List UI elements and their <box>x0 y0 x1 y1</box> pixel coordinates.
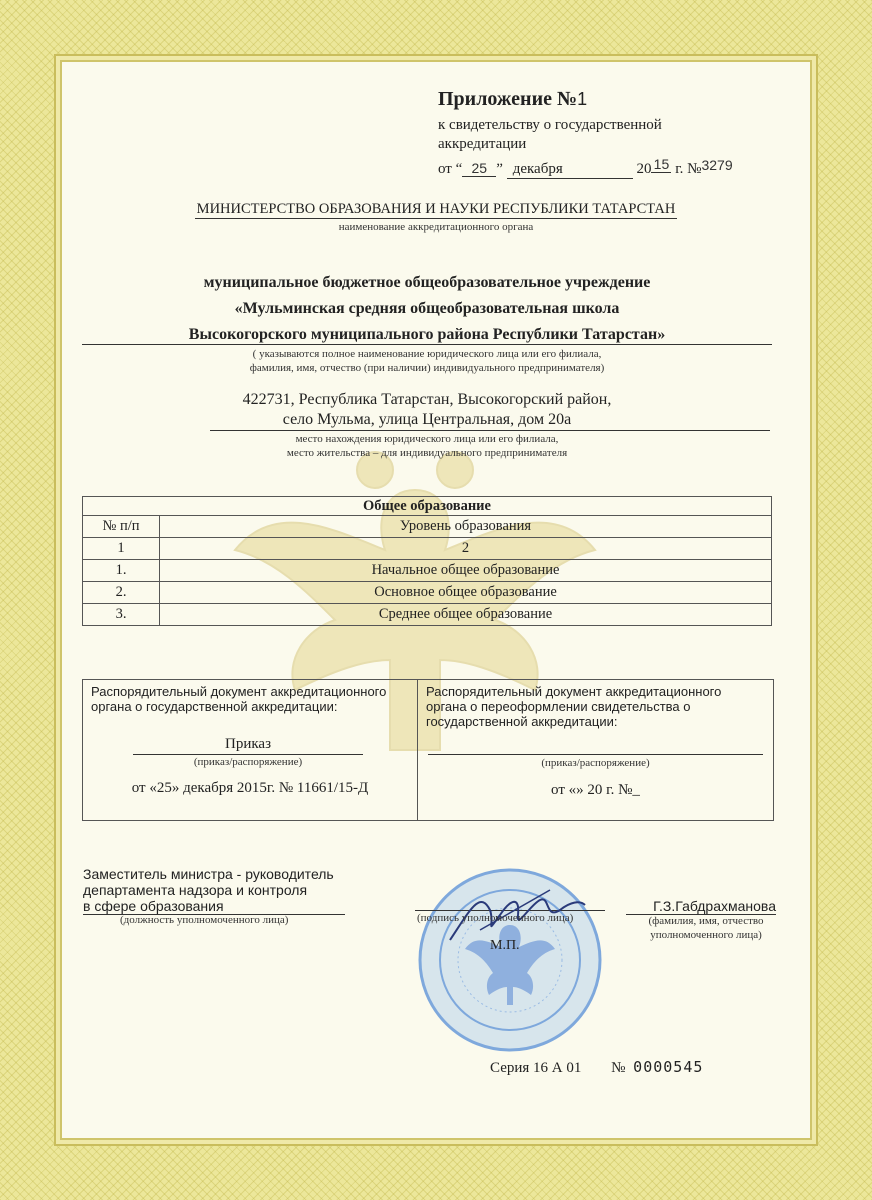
reissue-type-caption: (приказ/распоряжение) <box>541 757 650 769</box>
organization-block <box>82 270 772 348</box>
table-header-num: № п/п <box>83 516 160 538</box>
stamp-label: М.П. <box>490 938 520 953</box>
signature-caption: (подпись уполномоченного лица) <box>417 912 574 924</box>
order-type-caption: (приказ/распоряжение) <box>193 756 303 768</box>
month-field: декабря <box>507 161 633 179</box>
address-line-2: село Мульма, улица Центральная, дом 20а <box>282 411 572 428</box>
signatory-name: Г.З.Габдрахманова <box>626 898 776 915</box>
year-field: 15 <box>651 156 671 173</box>
organization-line-2: «Мульминская средняя общеобразовательная школа <box>234 300 620 317</box>
appendix-subtitle: к свидетельству о государственной аккредитации <box>438 117 662 152</box>
ministry-block <box>62 200 810 233</box>
accreditation-order-column <box>83 680 418 820</box>
address-caption: место нахождения юридического лица или его филиала, место жительства – для индивидуального предпринимателя <box>286 433 568 459</box>
address-line-1: 422731, Республика Татарстан, Высокогорский район, <box>242 391 612 408</box>
ministry-caption: наименование аккредитационного органа <box>338 221 534 233</box>
form-serial: Серия 16 А 01 № 0000545 <box>490 1058 704 1076</box>
table-row: 3. Среднее общее образование <box>83 604 772 626</box>
position-caption: (должность уполномоченного лица) <box>120 914 289 926</box>
table-index-cell: 2 <box>160 538 772 560</box>
accreditation-documents-box <box>82 679 774 821</box>
table-header-level: Уровень образования <box>160 516 772 538</box>
reissue-order-heading: Распорядительный документ аккредитационного органа о переоформлении свидетельства о государственной аккредитации: <box>426 684 722 729</box>
reissue-order-number: от «» 20 г. №_ <box>551 782 640 798</box>
signatory-position: Заместитель министра - руководитель департамента надзора и контроля в сфере образования <box>83 866 345 915</box>
table-index-cell: 1 <box>83 538 160 560</box>
table-row: 2. Основное общее образование <box>83 582 772 604</box>
series-label: Серия 16 А 01 <box>490 1060 582 1076</box>
accreditation-order-heading: Распорядительный документ аккредитационного органа о государственной аккредитации: <box>91 684 387 714</box>
order-type: Приказ <box>133 736 363 755</box>
appendix-title: Приложение №1 <box>438 88 588 110</box>
cert-number-field: 3279 <box>701 157 733 173</box>
accreditation-order-number: от «25» декабря 2015г. № 11661/15-Д <box>131 780 369 796</box>
certificate-date-line: от “ 25 ” декабря 20 15 г. №3279 <box>438 156 733 177</box>
serial-number: 0000545 <box>633 1058 704 1076</box>
organization-caption: ( указываются полное наименование юридического лица или его филиала, фамилия, имя, отчество (при наличии) индивидуального предпринимателя) <box>249 348 605 374</box>
reissue-order-column <box>418 680 773 820</box>
organization-line-3: Высокогорского муниципального района Республики Татарстан» <box>188 326 666 343</box>
day-field: 25 <box>462 160 496 177</box>
address-block <box>82 390 772 430</box>
signatory-name-caption: (фамилия, имя, отчество уполномоченного лица) <box>648 915 764 941</box>
organization-line-1: муниципальное бюджетное общеобразовательное учреждение <box>203 274 651 291</box>
ministry-name: МИНИСТЕРСТВО ОБРАЗОВАНИЯ И НАУКИ РЕСПУБЛИКИ ТАТАРСТАН <box>196 201 676 217</box>
education-levels-table <box>82 496 772 626</box>
appendix-number: 1 <box>577 89 588 109</box>
table-row: 1. Начальное общее образование <box>83 560 772 582</box>
table-caption: Общее образование <box>83 497 772 516</box>
